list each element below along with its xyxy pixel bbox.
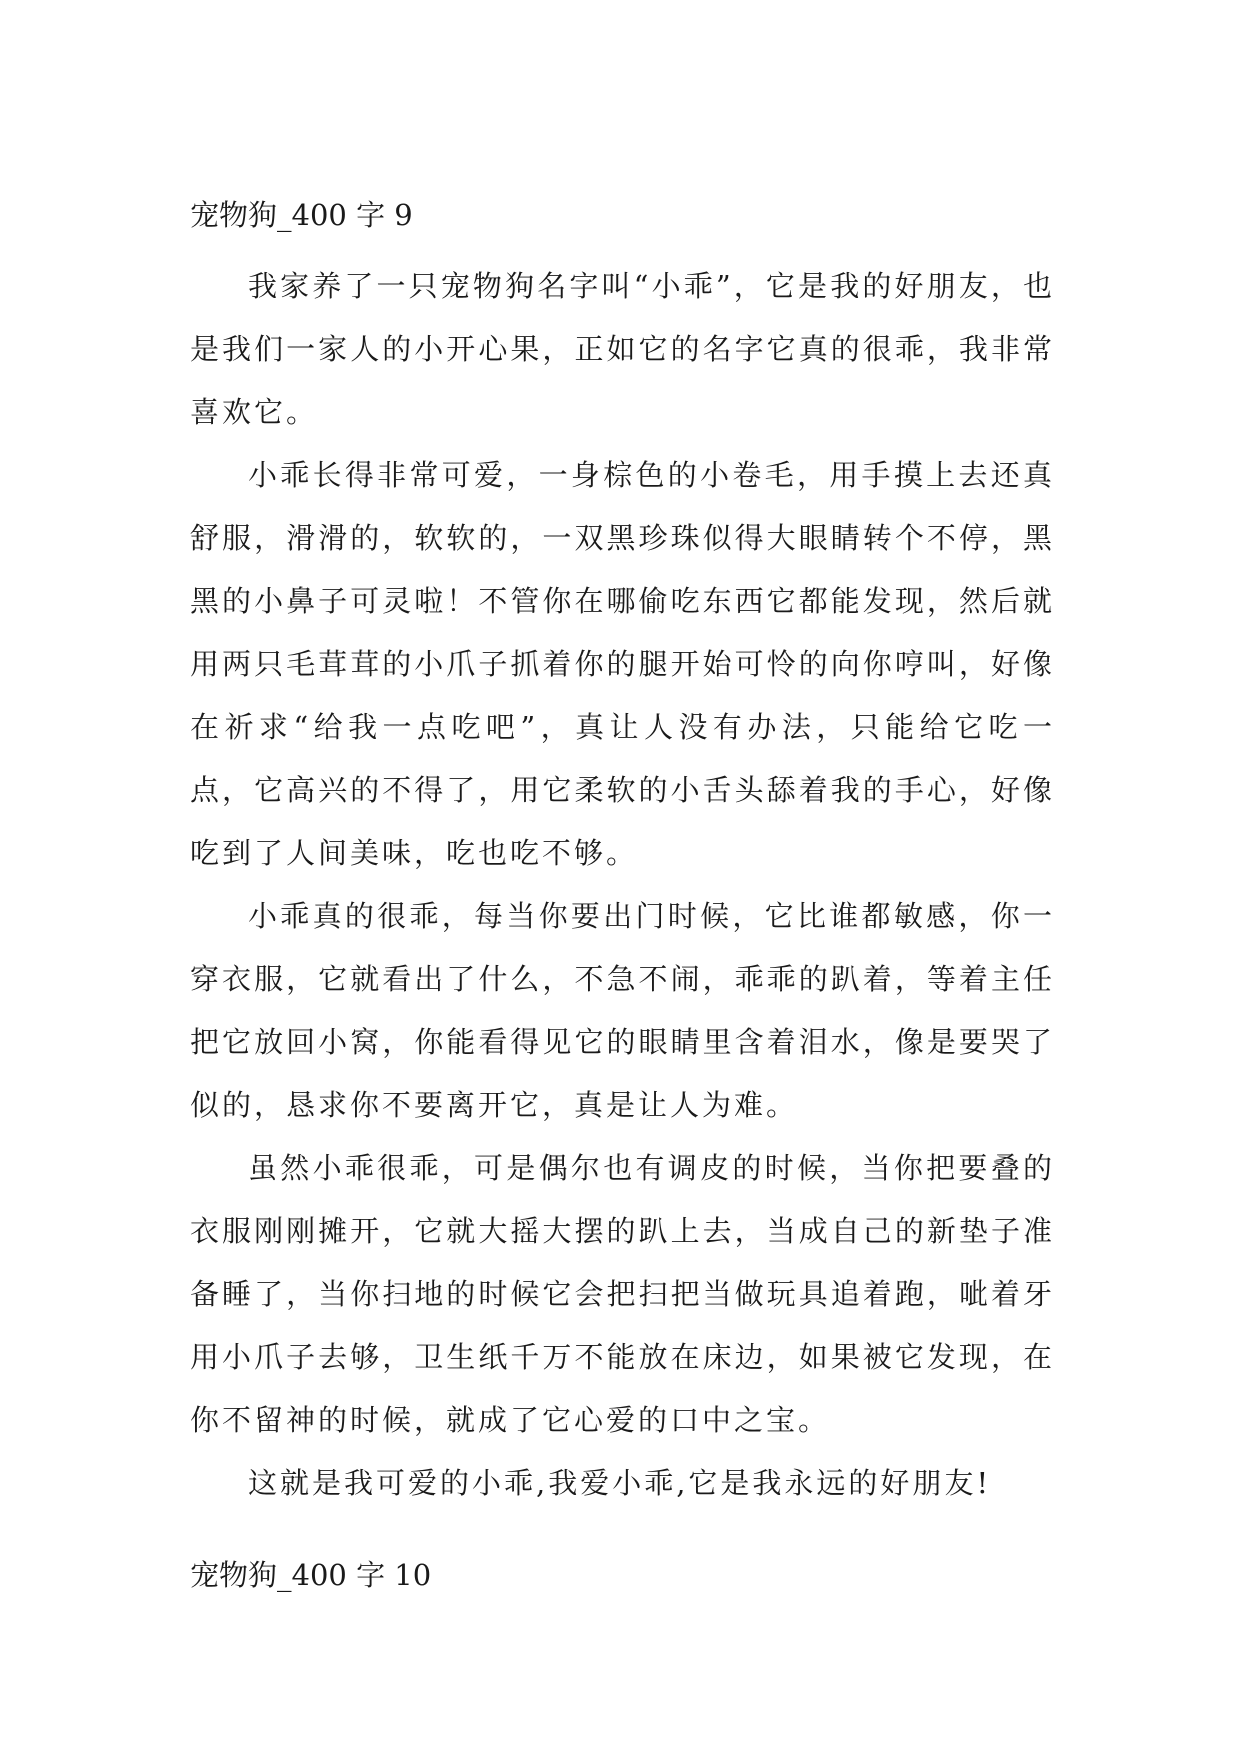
essay-body xyxy=(190,255,1055,1515)
paragraph-intro: 我家养了一只宠物狗名字叫“小乖”，它是我的好朋友，也是我们一家人的小开心果，正如它的名字它真的很乖，我非常喜欢它。 xyxy=(190,269,1055,429)
paragraph-behavior: 小乖真的很乖，每当你要出门时候，它比谁都敏感，你一穿衣服，它就看出了什么，不急不闹，乖乖的趴着，等着主任把它放回小窝，你能看得见它的眼睛里含着泪水，像是要哭了似的，恳求你不要离开它，真是让人为难。 xyxy=(190,899,1055,1122)
section-heading-10: 宠物狗_400 字 10 xyxy=(190,1558,432,1592)
paragraph-appearance: 小乖长得非常可爱，一身棕色的小卷毛，用手摸上去还真舒服，滑滑的，软软的，一双黑珍珠似得大眼睛转个不停，黑黑的小鼻子可灵啦！不管你在哪偷吃东西它都能发现，然后就用两只毛茸茸的小爪子抓着你的腿开始可怜的向你哼叫，好像在祈求“给我一点吃吧”，真让人没有办法，只能给它吃一点，它高兴的不得了，用它柔软的小舌头舔着我的手心，好像吃到了人间美味，吃也吃不够。 xyxy=(190,458,1055,870)
paragraph-conclusion: 这就是我可爱的小乖,我爱小乖,它是我永远的好朋友! xyxy=(248,1466,992,1500)
paragraph-mischief: 虽然小乖很乖，可是偶尔也有调皮的时候，当你把要叠的衣服刚刚摊开，它就大摇大摆的趴上去，当成自己的新垫子准备睡了，当你扫地的时候它会把扫把当做玩具追着跑，呲着牙用小爪子去够，卫生纸千万不能放在床边，如果被它发现，在你不留神的时候，就成了它心爱的口中之宝。 xyxy=(190,1151,1055,1437)
section-heading-9: 宠物狗_400 字 9 xyxy=(190,198,413,232)
